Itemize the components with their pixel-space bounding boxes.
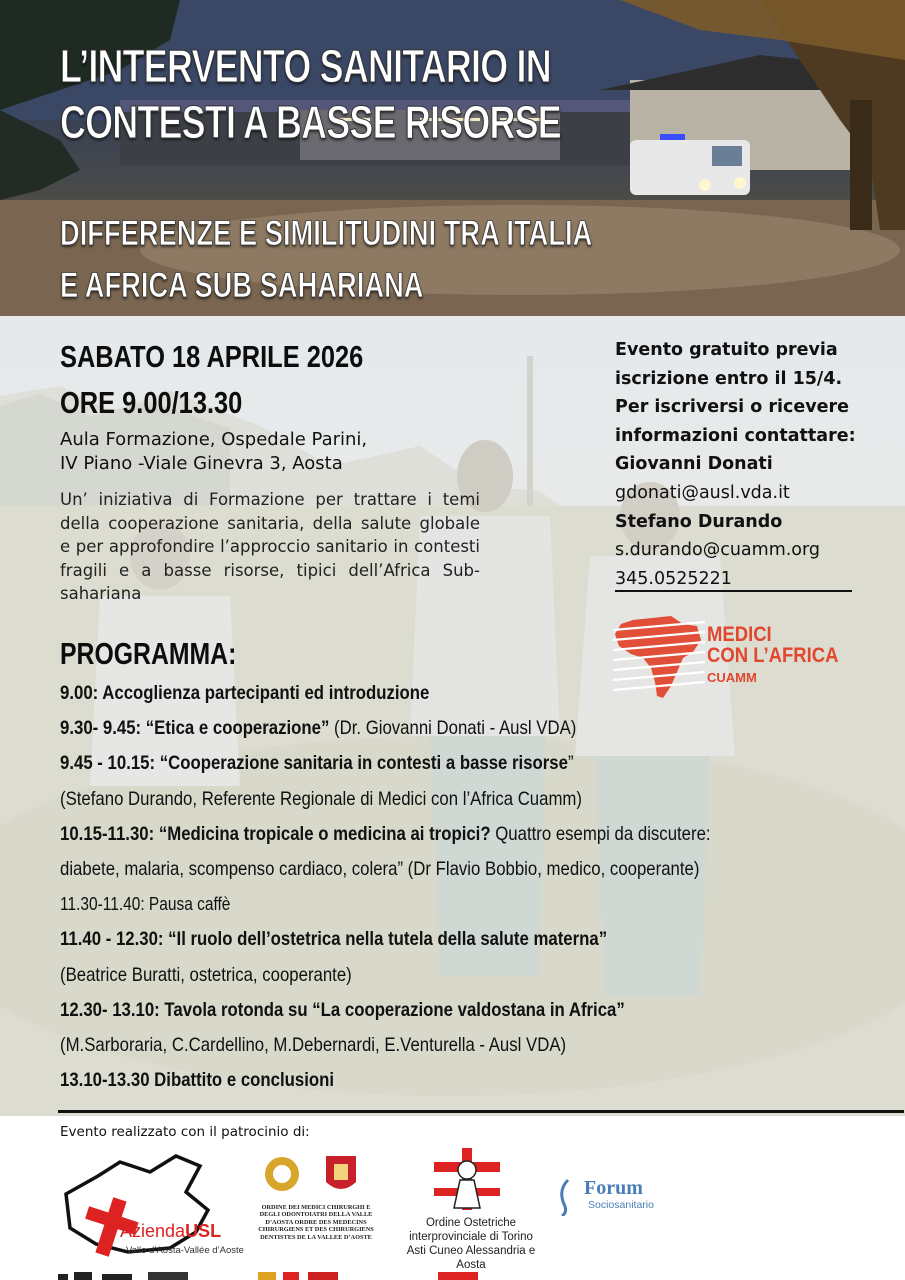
hero-subtitle — [60, 208, 592, 312]
hero-title-line: L’INTERVENTO SANITARIO IN — [60, 40, 551, 92]
contact-line: Per iscriversi o ricevere — [615, 397, 850, 418]
event-date: SABATO 18 APRILE 2026 — [60, 339, 364, 374]
footer-divider — [58, 1110, 904, 1113]
contact-email-1[interactable]: gdonati@ausl.vda.it — [615, 482, 790, 503]
programme-item-bold: 9.45 - 10.15: “Cooperazione sanitaria in contesti a basse risorse — [60, 752, 568, 775]
contact-line: iscrizione entro il 15/4. — [615, 368, 843, 389]
ordine-ostetriche-logo — [428, 1148, 506, 1212]
ordine-ostetriche-line: interprovinciale di Torino — [409, 1231, 533, 1243]
programme-item-bold: 9.00: Accoglienza partecipanti ed introduzione — [60, 682, 430, 704]
patronage-label: Evento realizzato con il patrocinio di: — [60, 1124, 310, 1140]
programme-item-bold: 9.30- 9.45: “Etica e cooperazione” — [60, 717, 330, 740]
ordine-ostetriche-text — [396, 1216, 546, 1272]
asl-name-b: USL — [185, 1221, 222, 1241]
programme-title: PROGRAMMA: — [60, 636, 237, 671]
programme-item — [60, 1063, 782, 1098]
contact-info — [615, 336, 895, 593]
programme-item-normal: (Stefano Durando, Referente Regionale di Medici con l’Africa Cuamm) — [60, 787, 582, 810]
programme-item — [60, 817, 782, 852]
contact-divider — [615, 590, 852, 592]
contact-line: Evento gratuito previa — [615, 340, 838, 360]
programme-item-normal: diabete, malaria, scompenso cardiaco, colera” (Dr Flavio Bobbio, medico, cooperante) — [60, 857, 700, 880]
ordine-medici-text: ORDINE DEI MEDICI CHIRURGHI E DEGLI ODONTOIATRI DELLA VALLE D’AOSTA ORDRE DES MEDECINS CHIRURGIENS ET DES CHIRURGIENS DENTISTES DE LA VALLEE D’AOSTE — [258, 1204, 374, 1241]
programme-item-bold: 10.15-11.30: “Medicina tropicale o medicina ai tropici? — [60, 822, 491, 845]
programme-item — [60, 922, 782, 957]
venue-line: Aula Formazione, Ospedale Parini, — [60, 429, 368, 450]
hero-title-line: CONTESTI A BASSE RISORSE — [60, 96, 561, 148]
ordine-ostetriche-line: Asti Cuneo Alessandria e Aosta — [406, 1245, 536, 1271]
programme-item — [60, 958, 782, 993]
asl-name-a: Azienda — [120, 1221, 186, 1241]
event-time: ORE 9.00/13.30 — [60, 385, 243, 420]
contact-email-2[interactable]: s.durando@cuamm.org — [615, 540, 821, 561]
programme-list — [60, 676, 900, 1098]
venue-line: IV Piano -Viale Ginevra 3, Aosta — [60, 453, 343, 474]
programme-item-normal: (M.Sarboraria, C.Cardellino, M.Debernardi, E.Venturella - Ausl VDA) — [60, 1033, 567, 1056]
contact-person-1: Giovanni Donati — [615, 454, 773, 475]
ordine-ostetriche-line: Ordine Ostetriche — [425, 1217, 517, 1229]
forum-name: Forum — [584, 1177, 643, 1199]
programme-item-normal: (Beatrice Buratti, ostetrica, cooperante) — [60, 963, 352, 986]
hero-subtitle-line: E AFRICA SUB SAHARIANA — [60, 266, 424, 305]
contact-person-2: Stefano Durando — [615, 511, 783, 532]
cropped-logos-strip — [58, 1272, 518, 1280]
programme-item-bold: 13.10-13.30 Dibattito e conclusioni — [60, 1069, 335, 1092]
contact-phone[interactable]: 345.0525221 — [615, 568, 732, 589]
contact-line: informazioni contattare: — [615, 425, 856, 446]
cuamm-line-2: CON L’AFRICA — [707, 644, 839, 667]
programme-item — [60, 711, 782, 746]
event-venue — [60, 428, 367, 476]
programme-item — [60, 1028, 782, 1063]
event-intro: Un’ iniziativa di Formazione per trattare i temi della cooperazione sanitaria, della salute globale e per approfondire l’approccio sanitario in contesti fragili e a basse risorse, tipici dell’Africa Sub-sahariana — [60, 490, 480, 604]
programme-item-normal: ” — [567, 752, 574, 775]
hero-title — [60, 38, 561, 150]
hero-banner — [0, 0, 905, 316]
programme-item-normal: (Dr. Giovanni Donati - Ausl VDA) — [329, 717, 577, 740]
cuamm-line-1: MEDICI — [707, 623, 772, 646]
asl-region: Valle d’Aosta-Vallée d’Aoste — [126, 1245, 244, 1256]
programme-item — [60, 676, 782, 711]
programme-item — [60, 852, 782, 887]
forum-sub: Sociosanitario — [588, 1199, 654, 1211]
programme-item-bold: 12.30- 13.10: Tavola rotonda su “La cooperazione valdostana in Africa” — [60, 998, 625, 1021]
programme-item-bold: 11.40 - 12.30: “Il ruolo dell’ostetrica nella tutela della salute materna” — [60, 928, 608, 951]
programme-item — [60, 782, 782, 817]
asl-name — [120, 1221, 221, 1242]
hero-subtitle-line: DIFFERENZE E SIMILITUDINI TRA ITALIA — [60, 214, 593, 253]
cuamm-wordmark — [707, 624, 838, 666]
programme-item — [60, 993, 782, 1028]
cuamm-line-3: CUAMM — [707, 670, 757, 685]
programme-item — [60, 746, 782, 781]
programme-item — [60, 887, 782, 922]
programme-item-normal: 11.30-11.40: Pausa caffè — [60, 894, 231, 915]
programme-item-normal: Quattro esempi da discutere: — [490, 822, 711, 845]
